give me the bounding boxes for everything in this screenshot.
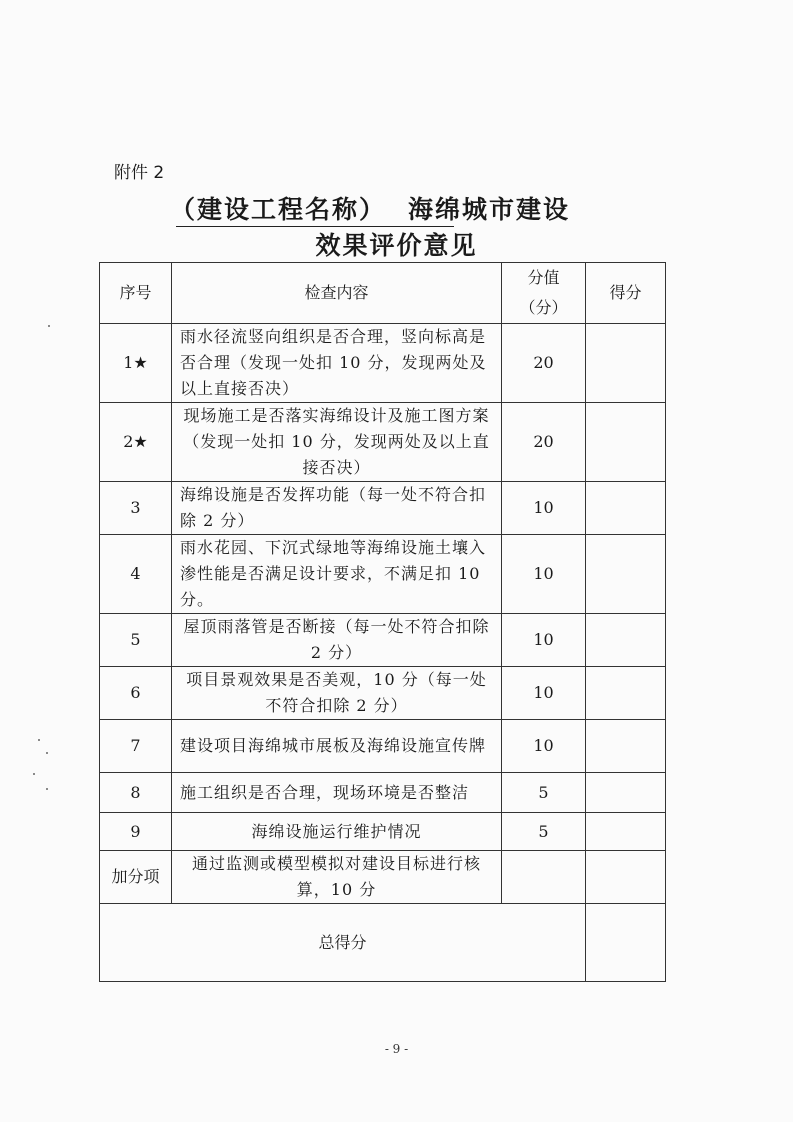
row-score: 20 (502, 403, 586, 482)
row-score: 5 (502, 773, 586, 813)
speck (46, 788, 48, 790)
row-obtained[interactable] (586, 851, 666, 904)
row-content: 建设项目海绵城市展板及海绵设施宣传牌 (172, 720, 502, 773)
speck (46, 752, 48, 754)
row-no: 6 (100, 667, 172, 720)
row-obtained[interactable] (586, 535, 666, 614)
row-score: 10 (502, 720, 586, 773)
table-row (100, 851, 666, 904)
table-header-row (100, 263, 666, 324)
total-score-cell[interactable] (586, 904, 666, 982)
row-content: 屋顶雨落管是否断接（每一处不符合扣除 2 分） (172, 614, 502, 667)
table-row (100, 403, 666, 482)
row-score: 10 (502, 667, 586, 720)
row-no: 8 (100, 773, 172, 813)
header-score (502, 263, 586, 324)
title-main-text: 海绵城市建设 (408, 195, 571, 224)
row-score (502, 851, 586, 904)
project-name-placeholder: （建设工程名称） (170, 195, 387, 224)
page-number: - 9 - (384, 1042, 409, 1056)
row-content: 现场施工是否落实海绵设计及施工图方案（发现一处扣 10 分，发现两处及以上直接否决） (172, 403, 502, 482)
table-row (100, 773, 666, 813)
table-row (100, 324, 666, 403)
annex-label: 附件 2 (114, 163, 165, 183)
row-no: 7 (100, 720, 172, 773)
row-no: 1★ (100, 324, 172, 403)
table-row (100, 482, 666, 535)
row-score: 10 (502, 614, 586, 667)
row-content: 海绵设施是否发挥功能（每一处不符合扣除 2 分） (172, 482, 502, 535)
row-content: 海绵设施运行维护情况 (172, 813, 502, 851)
table-row (100, 614, 666, 667)
row-obtained[interactable] (586, 773, 666, 813)
row-obtained[interactable] (586, 403, 666, 482)
table-row (100, 535, 666, 614)
row-score: 10 (502, 482, 586, 535)
total-label: 总得分 (100, 904, 586, 982)
header-obtained: 得分 (586, 263, 666, 324)
row-no: 9 (100, 813, 172, 851)
row-obtained[interactable] (586, 720, 666, 773)
row-obtained[interactable] (586, 614, 666, 667)
row-content: 通过监测或模型模拟对建设目标进行核算，10 分 (172, 851, 502, 904)
table-row (100, 667, 666, 720)
total-row (100, 904, 666, 982)
row-obtained[interactable] (586, 667, 666, 720)
row-content: 施工组织是否合理，现场环境是否整洁 (172, 773, 502, 813)
row-score: 5 (502, 813, 586, 851)
document-title-line1 (170, 190, 640, 226)
table-row (100, 813, 666, 851)
row-no: 5 (100, 614, 172, 667)
speck (48, 325, 50, 327)
row-content: 雨水径流竖向组织是否合理，竖向标高是否合理（发现一处扣 10 分，发现两处及以上直接否决） (172, 324, 502, 403)
speck (38, 739, 40, 741)
header-score-line2: （分） (519, 298, 568, 317)
header-score-line1: 分值 (527, 268, 560, 287)
row-obtained[interactable] (586, 324, 666, 403)
row-content: 项目景观效果是否美观，10 分（每一处不符合扣除 2 分） (172, 667, 502, 720)
row-no: 2★ (100, 403, 172, 482)
document-title-line2: 效果评价意见 (315, 231, 478, 260)
row-score: 10 (502, 535, 586, 614)
table-row (100, 720, 666, 773)
row-no: 加分项 (100, 851, 172, 904)
speck (33, 773, 35, 775)
row-no: 4 (100, 535, 172, 614)
row-score: 20 (502, 324, 586, 403)
row-obtained[interactable] (586, 813, 666, 851)
row-content: 雨水花园、下沉式绿地等海绵设施土壤入渗性能是否满足设计要求，不满足扣 10 分。 (172, 535, 502, 614)
header-content: 检查内容 (172, 263, 502, 324)
row-obtained[interactable] (586, 482, 666, 535)
header-no: 序号 (100, 263, 172, 324)
row-no: 3 (100, 482, 172, 535)
evaluation-table (99, 262, 666, 982)
